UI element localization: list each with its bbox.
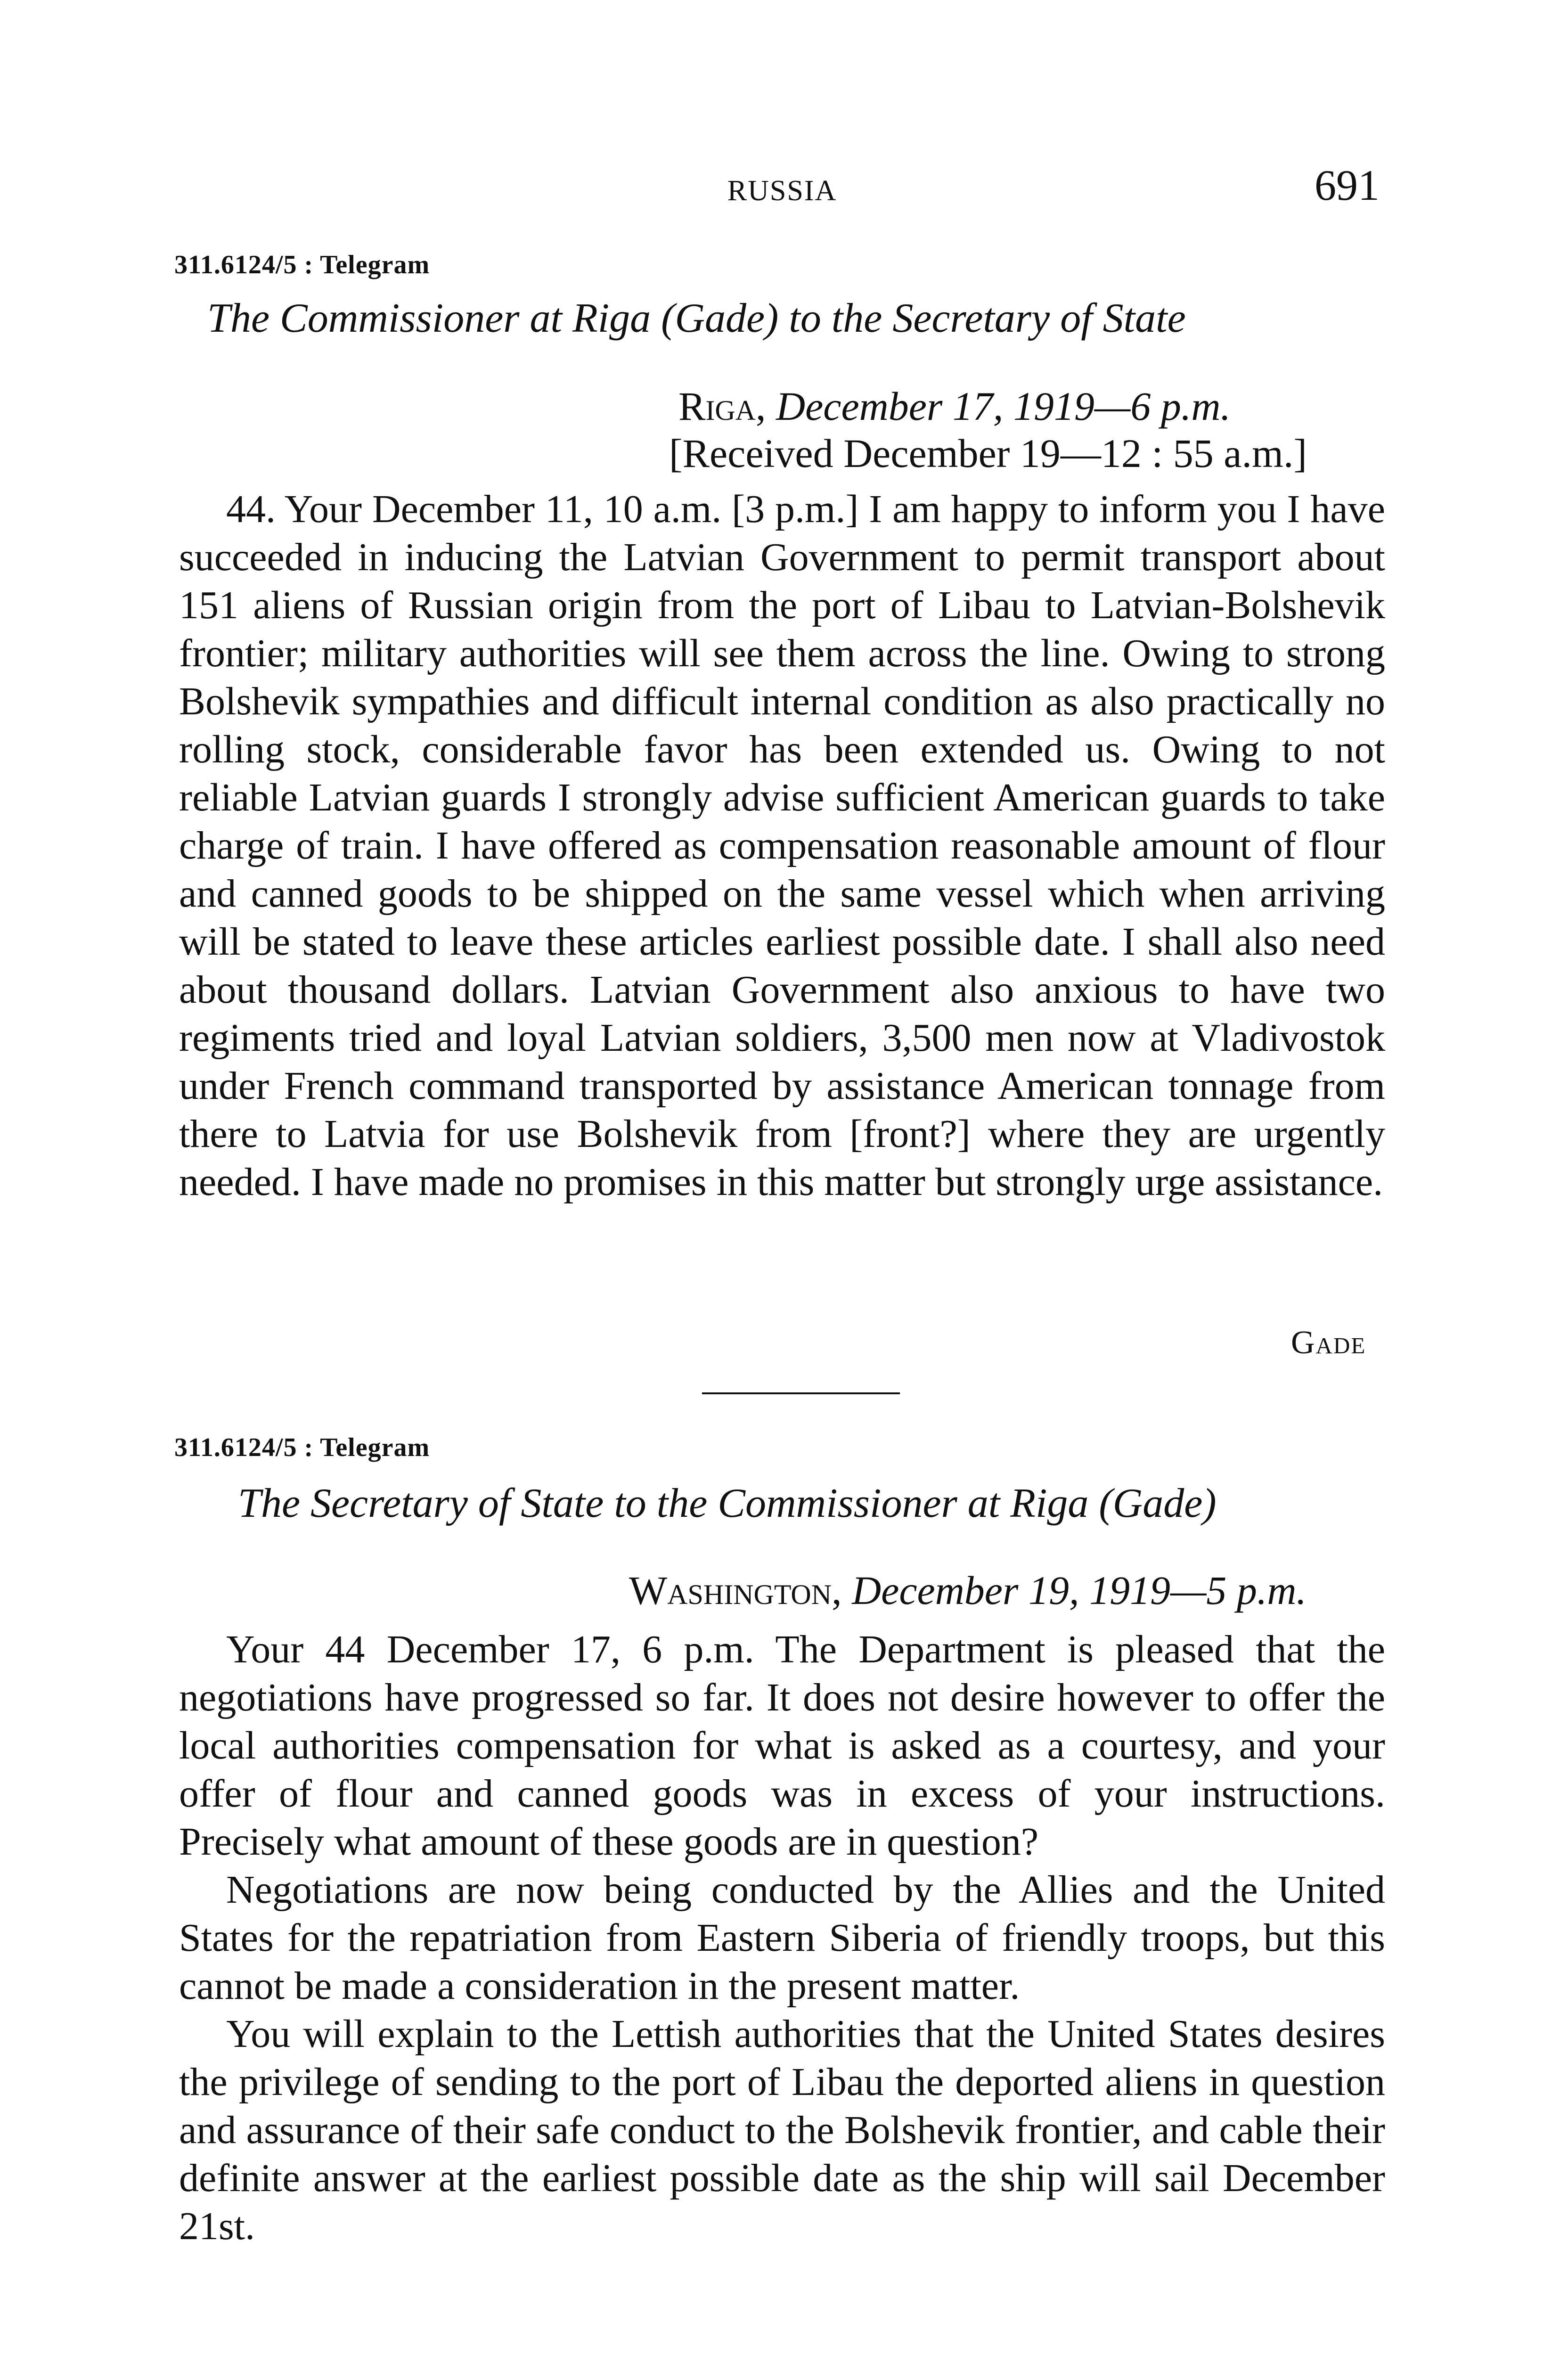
page-number: 691 [1315,161,1380,209]
dateline [678,383,1231,430]
dateline [629,1567,1307,1614]
document-title: The Secretary of State to the Commissioner at Riga (Gade) [238,1481,1217,1526]
dateline-place: Riga, [678,384,766,429]
dateline-date: December 19, 1919—5 p.m. [852,1568,1307,1613]
signature: Gade [1291,1325,1366,1361]
telegram-body [179,1626,1385,2250]
file-reference: 311.6124/5 : Telegram [174,250,430,279]
section-divider [702,1392,900,1394]
running-head: RUSSIA [727,175,837,207]
file-reference: 311.6124/5 : Telegram [174,1433,430,1462]
document-title: The Commissioner at Riga (Gade) to the Secretary of State [207,295,1186,341]
paragraph: You will explain to the Lettish authorities that the United States desires the privilege of sending to the port of Libau the deported aliens in question and assurance of their safe conduct to the Bolshevik frontier, and cable their definite answer at the earliest possible date as the ship will sail December 21st. [179,2012,1385,2248]
paragraph: Your 44 December 17, 6 p.m. The Department is pleased that the negotiations have progressed so far. It does not desire however to offer the local authorities compensation for what is asked as a courtesy, and your offer of flour and canned goods was in excess of your instructions. Precisely what amount of these goods are in question? [179,1628,1385,1864]
paragraph: 44. Your December 11, 10 a.m. [3 p.m.] I am happy to inform you I have succeeded in inducing the Latvian Government to permit transport about 151 aliens of Russian origin from the port of Libau to Latvian-Bolshevik frontier; military authorities will see them across the line. Owing to strong Bolshevik sympathies and difficult internal condition as also practically no rolling stock, considerable favor has been extended us. Owing to not reliable Latvian guards I strongly advise sufficient American guards to take charge of train. I have offered as compensation reasonable amount of flour and canned goods to be shipped on the same vessel which when arriving will be stated to leave these articles earliest possible date. I shall also need about thousand dollars. Latvian Government also anxious to have two regiments tried and loyal Latvian soldiers, 3,500 men now at Vladivostok under French command transported by assistance American tonnage from there to Latvia for use Bolshevik from [front?] where they are urgently needed. I have made no promises in this matter but strongly urge assistance. [179,487,1385,1204]
paragraph: Negotiations are now being conducted by the Allies and the United States for the repatriation from Eastern Siberia of friendly troops, but this cannot be made a consideration in the present matter. [179,1868,1385,2008]
received-note: [Received December 19—12 : 55 a.m.] [669,431,1307,476]
dateline-place: Washington, [629,1568,842,1613]
dateline-date: December 17, 1919—6 p.m. [776,384,1231,429]
telegram-body [179,485,1385,1206]
